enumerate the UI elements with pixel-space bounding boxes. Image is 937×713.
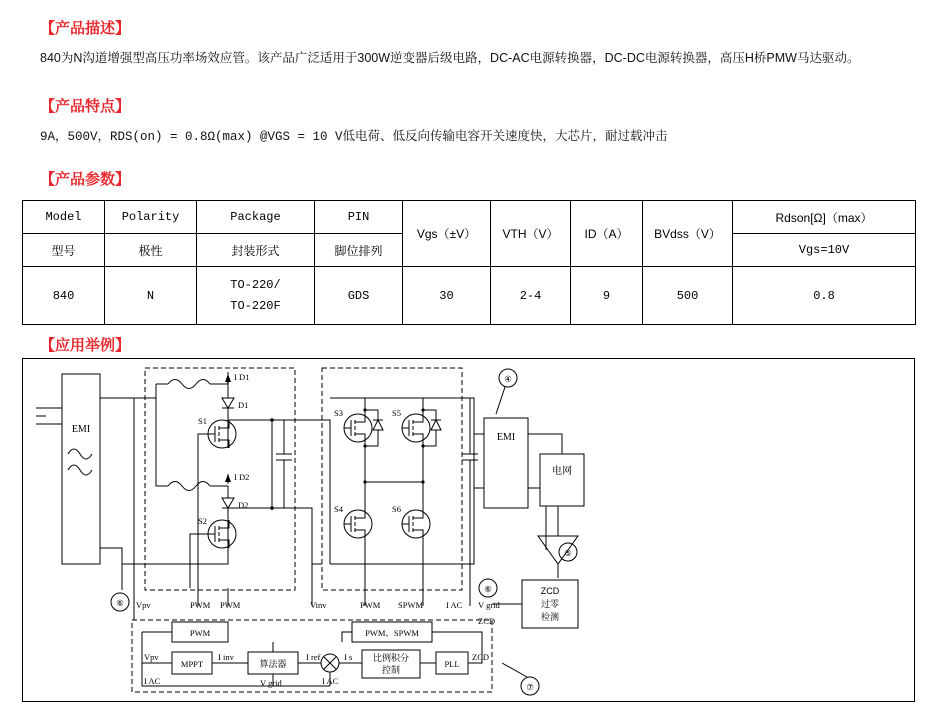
callout-7: ⑦: [526, 682, 534, 692]
pwm-box2-label: PWM、SPWM: [365, 628, 419, 638]
iac-label-right: I AC: [446, 600, 463, 610]
vinv-label: Vinv: [310, 600, 327, 610]
header-vth: VTH（V）: [491, 201, 571, 267]
parameters-table: [22, 200, 916, 325]
emi1-label: EMI: [71, 424, 91, 435]
pwm-label-2: PWM: [220, 600, 241, 610]
pwm-label-3: PWM: [360, 600, 381, 610]
cell-vth: 2-4: [491, 267, 571, 325]
cell-polarity: N: [105, 267, 197, 325]
pwm-label-1: PWM: [190, 600, 211, 610]
zcd-block: [522, 580, 578, 628]
callout-6b: ⑥: [484, 584, 492, 594]
zcd-line2: 过零: [540, 599, 560, 609]
pwm-block-2: [352, 622, 432, 642]
header-bvdss: BVdss（V）: [643, 201, 733, 267]
pwm-box1-label: PWM: [189, 628, 211, 638]
algorithm-label: 算法器: [259, 659, 287, 669]
s1-label: S1: [198, 416, 207, 426]
id2-label: I D2: [234, 472, 250, 482]
callout-6a: ⑥: [116, 598, 124, 608]
cell-id: 9: [571, 267, 643, 325]
emi-block-2: [484, 418, 528, 508]
description-text: 840为N沟道增强型高压功率场效应管。该产品广泛适用于300W逆变器后级电路，DC-AC电源转换器，DC-DC电源转换器，高压H桥PMW马达驱动。: [40, 51, 860, 65]
pwm-block-1: [172, 622, 228, 642]
application-circuit-diagram: [22, 358, 915, 702]
d2-label: D2: [238, 500, 249, 510]
s3-label: S3: [334, 408, 343, 418]
header-model-cn: 型号: [23, 234, 105, 267]
header-model: Model: [23, 201, 105, 234]
vgrid-label: V grid: [478, 600, 500, 610]
header-id: ID（A）: [571, 201, 643, 267]
vpv-label-bottom: Vpv: [144, 652, 159, 662]
vpv-label-top: Vpv: [136, 600, 151, 610]
iac-label-mid: I AC: [322, 676, 339, 686]
emi2-label: EMI: [496, 432, 516, 443]
table-row-data: [23, 267, 916, 325]
features-text: 9A，500V，RDS(on) = 0.8Ω(max) @VGS = 10 V低电荷、低反向传输电容开关速度快，大芯片，耐过载冲击: [40, 130, 668, 144]
description-section-title: 【产品描述】: [40, 20, 131, 37]
cell-vgs: 30: [403, 267, 491, 325]
header-rdson-condition: Vgs=10V: [733, 234, 916, 267]
features-section-title: 【产品特点】: [40, 98, 131, 115]
pll-label: PLL: [444, 659, 460, 669]
s5-label: S5: [392, 408, 401, 418]
emi-block-1: [62, 374, 100, 564]
parameters-section-title: 【产品参数】: [40, 171, 131, 188]
callout-4: ④: [504, 374, 512, 384]
header-package-cn: 封装形式: [197, 234, 315, 267]
id1-label: I D1: [234, 372, 250, 382]
iinv-label: I inv: [218, 652, 234, 662]
cell-pin: GDS: [315, 267, 403, 325]
summing-node: [321, 654, 339, 672]
pi-controller-block: [362, 650, 420, 678]
header-vgs: Vgs（±V）: [403, 201, 491, 267]
algorithm-block: [248, 652, 298, 674]
mppt-label: MPPT: [180, 659, 204, 669]
header-package: Package: [197, 201, 315, 234]
pi-line1: 比例积分: [372, 653, 410, 663]
table-row-header-en: [23, 201, 916, 234]
cell-bvdss: 500: [643, 267, 733, 325]
cell-package: [197, 267, 315, 325]
d1-label: D1: [238, 400, 249, 410]
header-pin: PIN: [315, 201, 403, 234]
header-polarity-cn: 极性: [105, 234, 197, 267]
iref-label: I ref: [306, 652, 321, 662]
application-section-title: 【应用举例】: [40, 337, 131, 354]
mppt-block: [172, 652, 212, 674]
grid-label: 电网: [552, 466, 572, 477]
s4-label: S4: [334, 504, 343, 514]
grid-block: [540, 454, 584, 506]
cell-package-line1: TO-220/: [230, 278, 281, 293]
s6-label: S6: [392, 504, 401, 514]
pi-line2: 控制: [381, 665, 401, 675]
zcd-line3: 检测: [540, 612, 560, 622]
iac-label-bottom: I AC: [144, 676, 161, 686]
cell-model: 840: [23, 267, 105, 325]
header-polarity: Polarity: [105, 201, 197, 234]
cell-package-line2: TO-220F: [230, 298, 281, 313]
is-label: I s: [344, 652, 353, 662]
vgrid-label-2: V grid: [260, 678, 282, 688]
s2-label: S2: [198, 516, 207, 526]
zcd-signal-label: ZCD: [478, 616, 495, 626]
zcd-label-2: ZCD: [472, 652, 489, 662]
header-pin-cn: 脚位排列: [315, 234, 403, 267]
header-rdson: Rdson[Ω]（max）: [733, 201, 916, 234]
spwm-label: SPWM: [398, 600, 424, 610]
callout-5: ⑤: [564, 548, 572, 558]
pll-block: [436, 652, 468, 674]
cell-rdson: 0.8: [733, 267, 916, 325]
zcd-line1: ZCD: [540, 586, 560, 596]
